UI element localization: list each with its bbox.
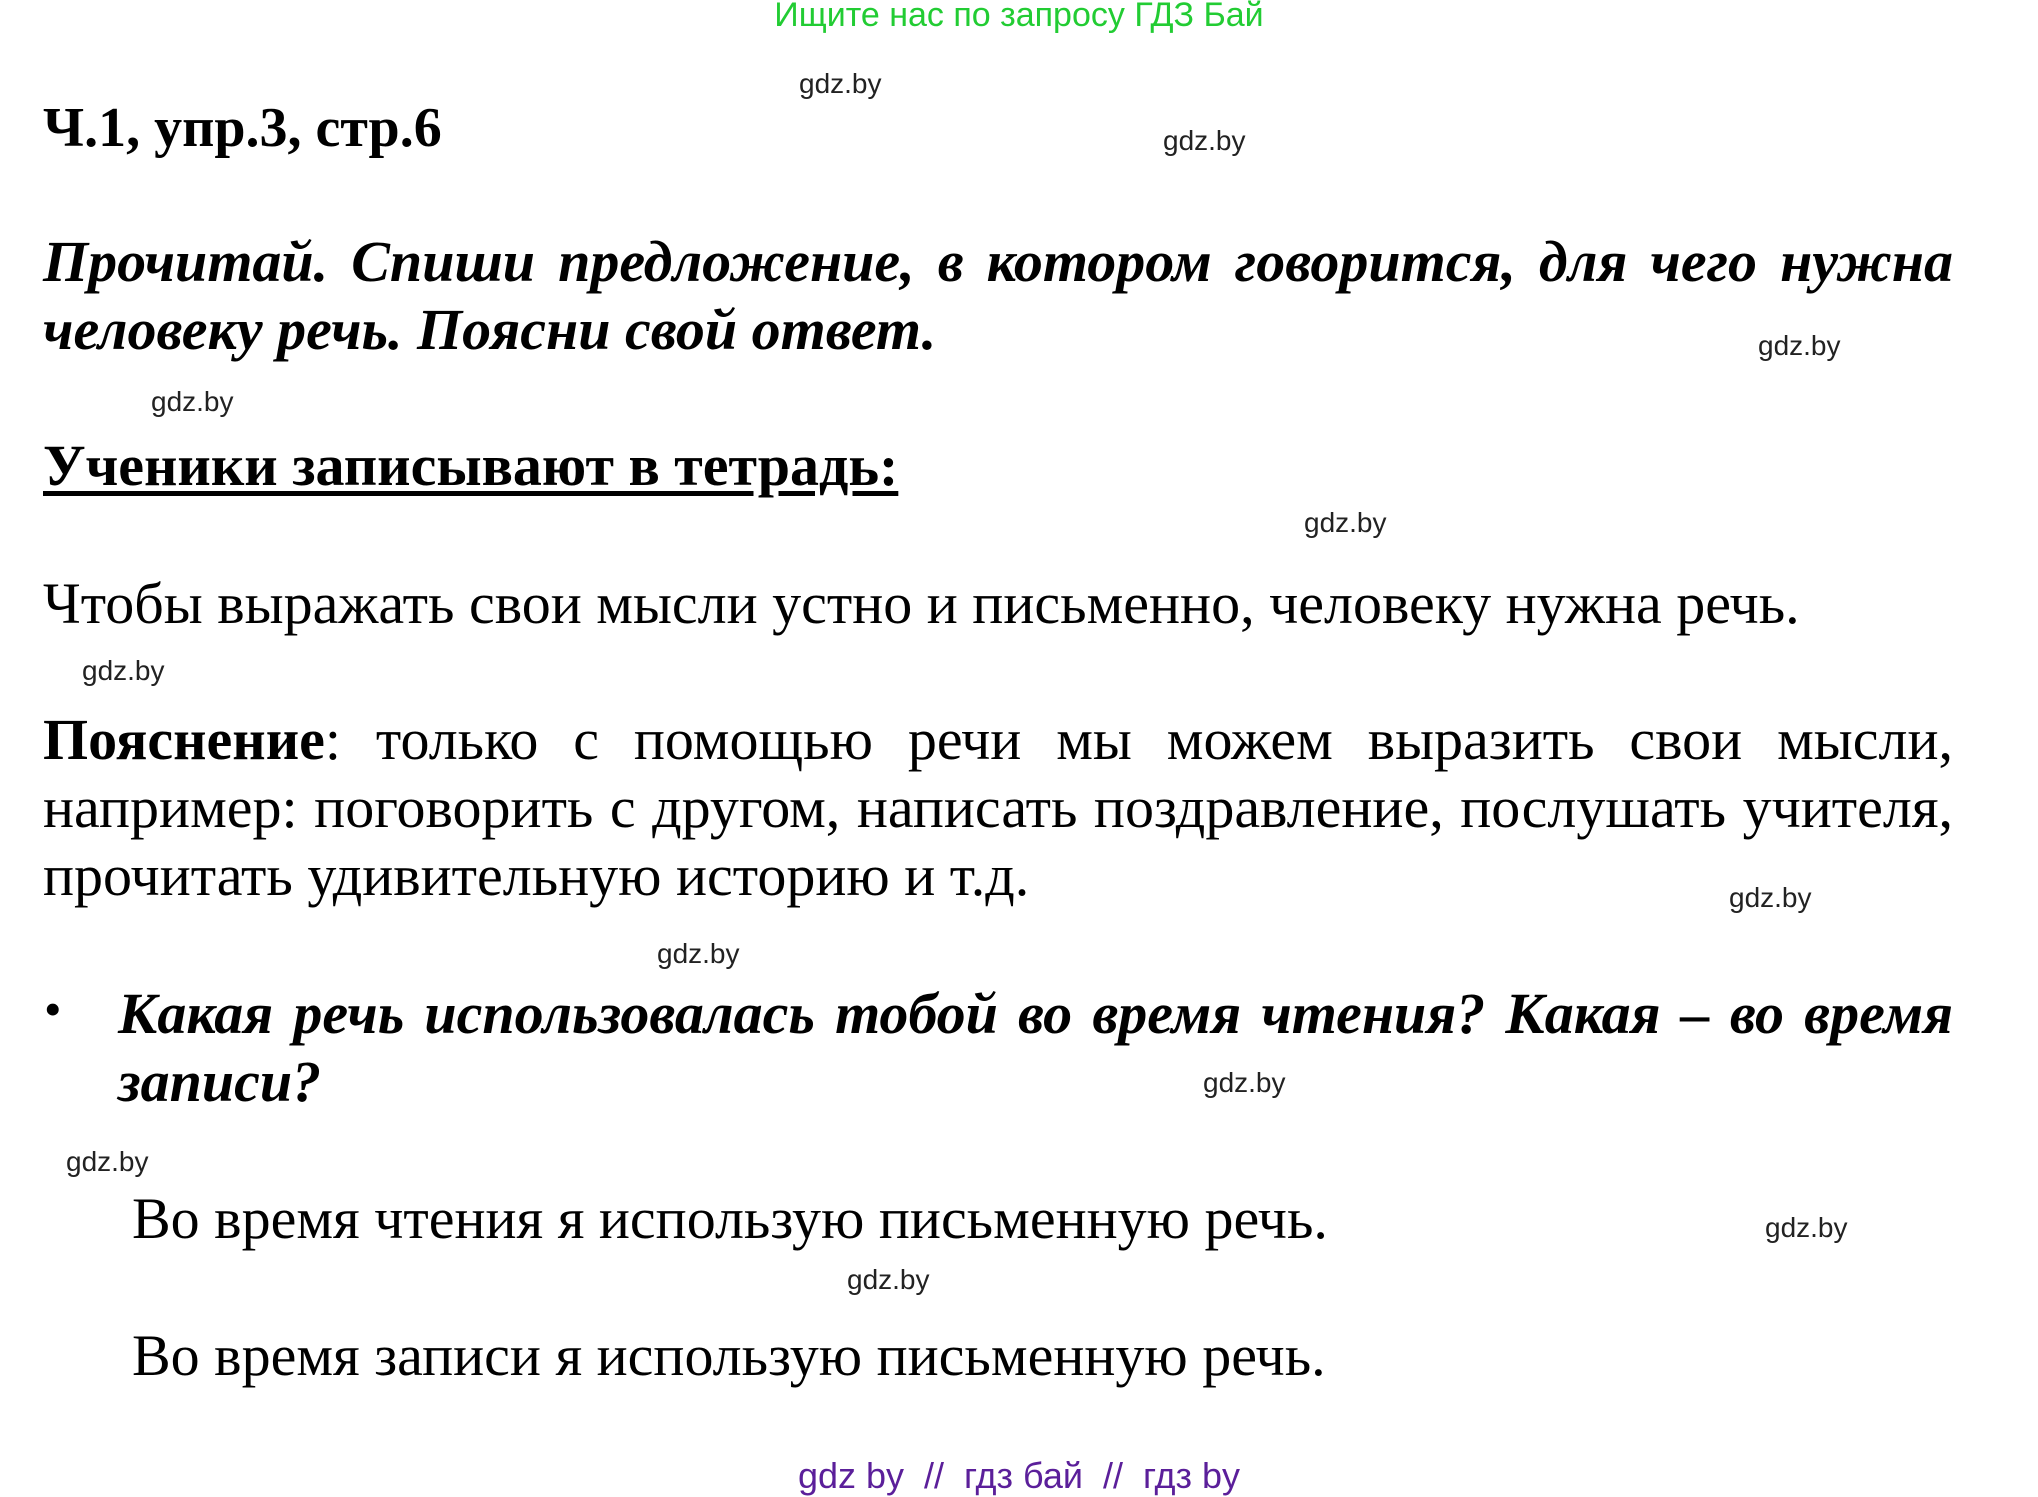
watermark: gdz.by: [1729, 882, 1812, 913]
watermark: gdz.by: [799, 68, 882, 99]
task-text: Прочитай. Спиши предложение, в котором говорится, для чего нужна человеку речь. Поясни свой ответ.: [43, 229, 1953, 362]
footer-links: gdz by // гдз бай // гдз by: [797, 1455, 1241, 1496]
bullet-icon: •: [44, 981, 62, 1037]
question-text: Какая речь использовалась тобой во время чтения? Какая – во время записи?: [118, 981, 1953, 1114]
watermark: gdz.by: [847, 1264, 930, 1295]
watermark: gdz.by: [1203, 1067, 1286, 1098]
explanation-text: : только с помощью речи мы можем выразить свои мысли, например: поговорить с другом, написать поздравление, послушать учителя, прочитать удивительную историю и т.д.: [43, 707, 1953, 908]
watermark: gdz.by: [151, 386, 234, 417]
answer-text: Чтобы выражать свои мысли устно и письменно, человеку нужна речь.: [43, 571, 1800, 636]
watermark: gdz.by: [1758, 330, 1841, 361]
watermark: gdz.by: [657, 938, 740, 969]
watermark: gdz.by: [1304, 507, 1387, 538]
section-heading: Ученики записывают в тетрадь:: [43, 433, 899, 498]
page-title: Ч.1, упр.3, стр.6: [43, 97, 442, 159]
watermark: gdz.by: [1765, 1212, 1848, 1243]
watermark: gdz.by: [82, 655, 165, 686]
watermark: gdz.by: [66, 1146, 149, 1177]
explanation: [43, 706, 1953, 910]
watermark: gdz.by: [1163, 125, 1246, 156]
answer-writing: Во время записи я использую письменную речь.: [132, 1323, 1326, 1388]
explanation-label: Пояснение: [43, 707, 325, 772]
answer-reading: Во время чтения я использую письменную речь.: [132, 1186, 1328, 1251]
search-banner: Ищите нас по запросу ГДЗ Бай: [774, 0, 1264, 34]
